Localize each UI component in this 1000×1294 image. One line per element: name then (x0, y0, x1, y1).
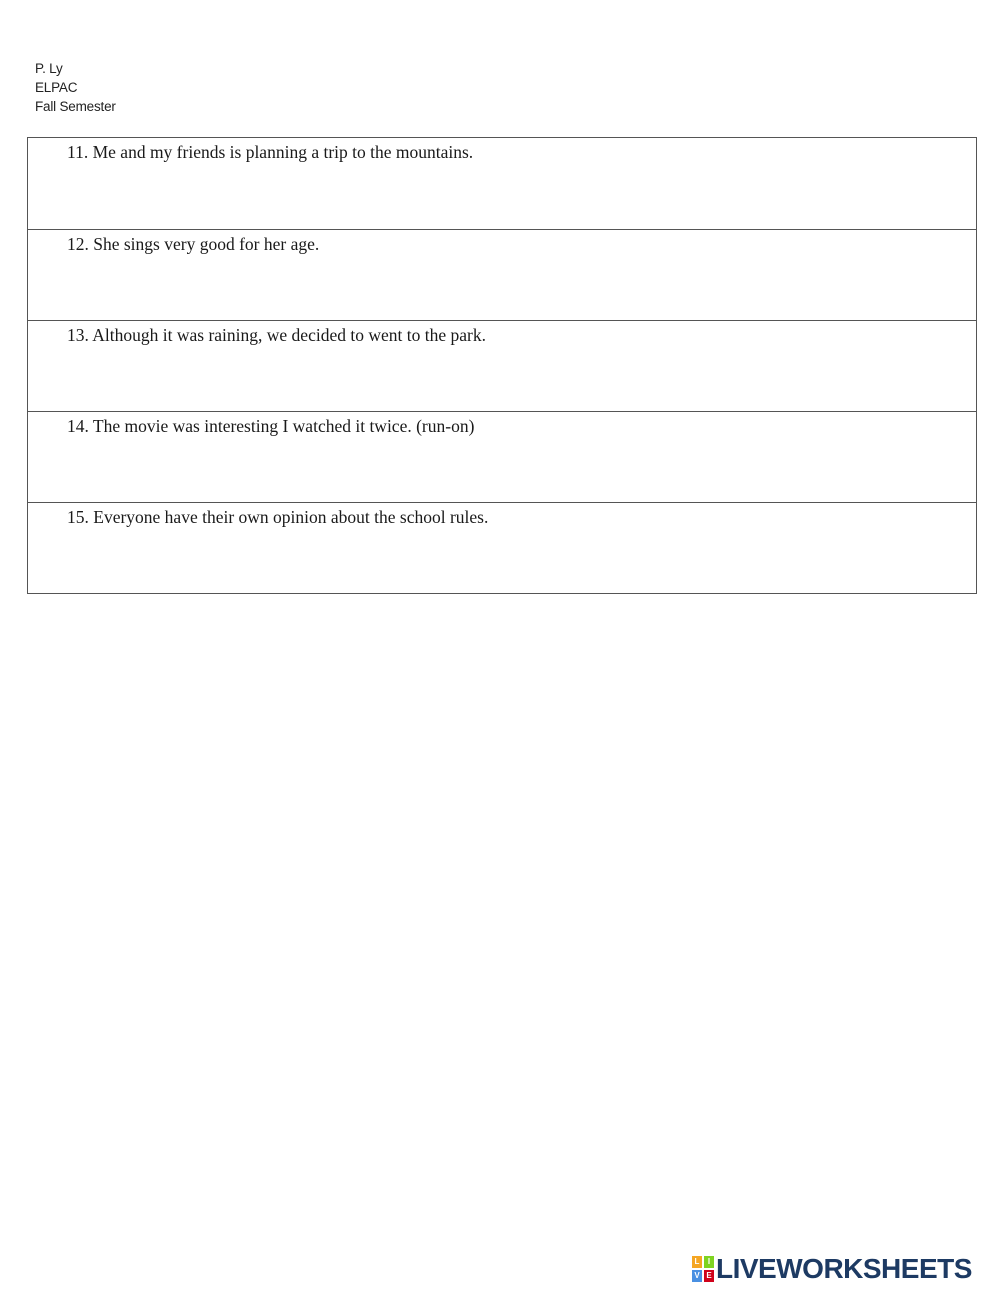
term-name: Fall Semester (35, 99, 116, 114)
sentence-correction-table (27, 137, 977, 594)
table-row[interactable] (28, 138, 976, 229)
course-name: ELPAC (35, 80, 78, 95)
sentence-prompt: 11. Me and my friends is planning a trip to the mountains. (67, 142, 474, 162)
sentence-prompt: 14. The movie was interesting I watched it twice. (run-on) (67, 416, 475, 436)
table-row[interactable] (28, 320, 976, 411)
logo-wordmark: LIVEWORKSHEETS (716, 1253, 972, 1284)
document-header (35, 59, 116, 116)
table-row[interactable] (28, 411, 976, 502)
table-row[interactable] (28, 502, 976, 593)
author-name: P. Ly (35, 61, 63, 76)
sentence-prompt: 13. Although it was raining, we decided to went to the park. (67, 325, 486, 345)
liveworksheets-logo-icon: L I V E (692, 1256, 714, 1282)
table-row[interactable] (28, 229, 976, 320)
sentence-prompt: 15. Everyone have their own opinion about the school rules. (67, 507, 489, 527)
liveworksheets-logo (692, 1255, 972, 1283)
sentence-prompt: 12. She sings very good for her age. (67, 234, 320, 254)
